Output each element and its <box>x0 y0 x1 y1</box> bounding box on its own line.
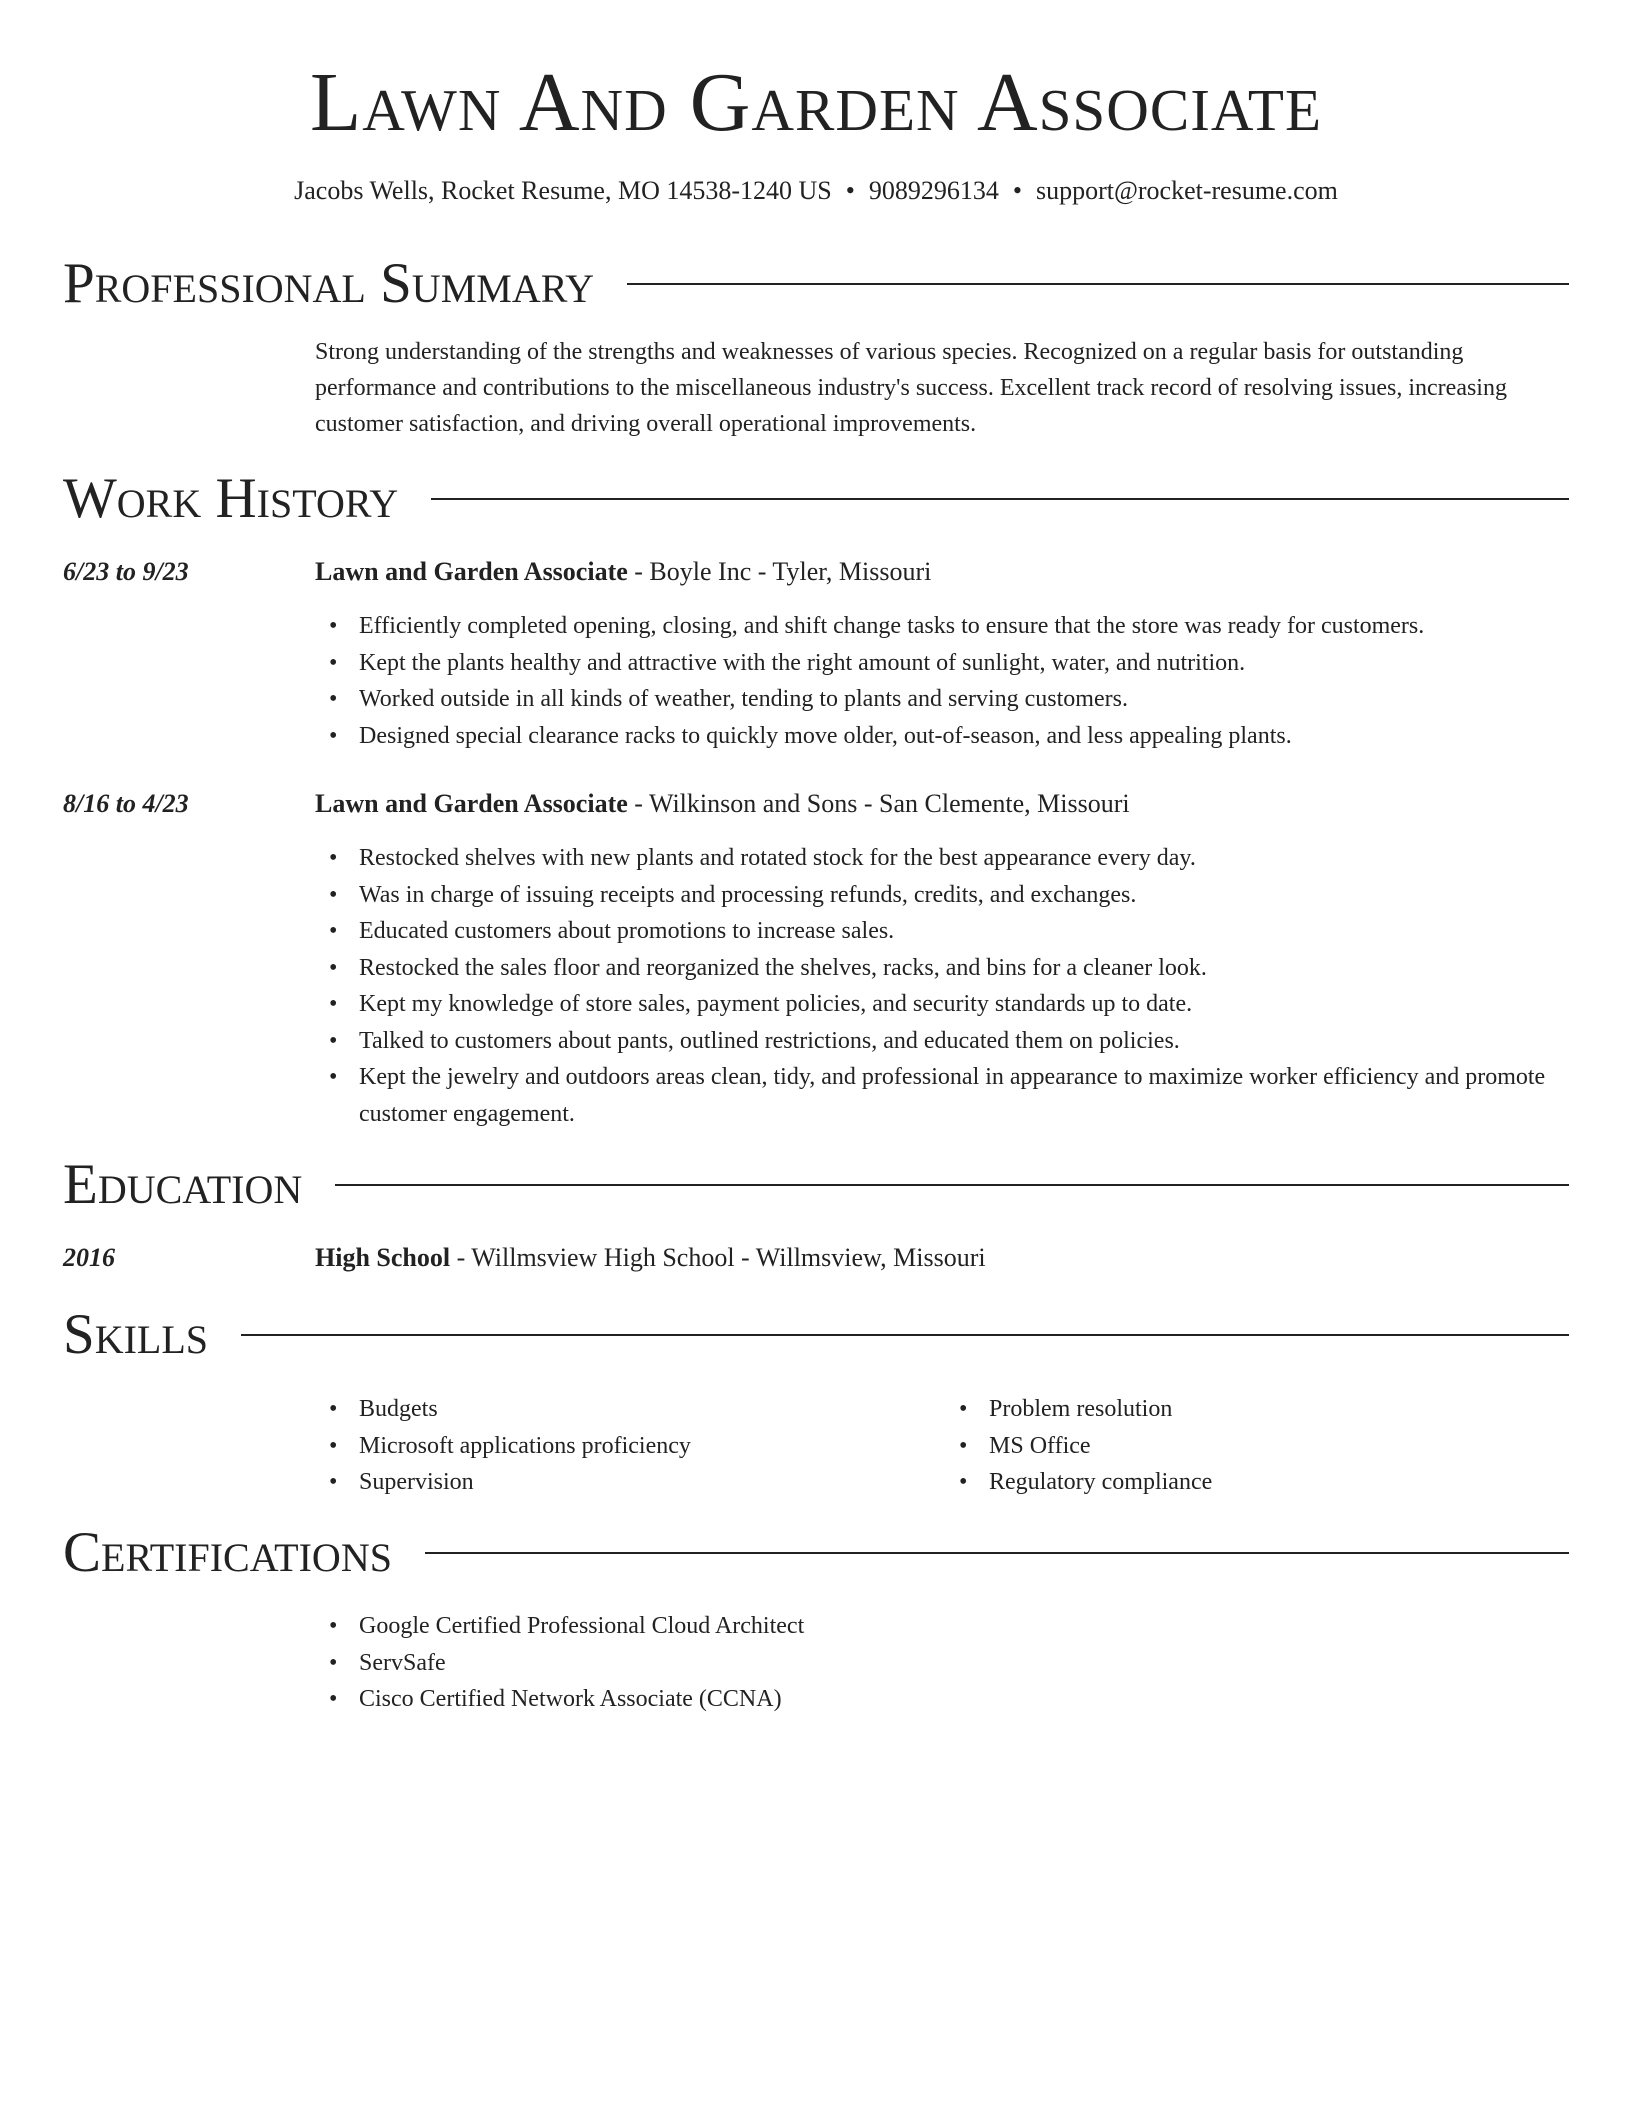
job-employer: - Wilkinson and Sons - San Clemente, Missouri <box>627 789 1130 818</box>
contact-separator: • <box>1012 176 1022 205</box>
certification-item: • Google Certified Professional Cloud Architect <box>359 1608 1619 1645</box>
education-line <box>315 1241 1575 1275</box>
section-heading-skills <box>63 1305 1569 1365</box>
list-item: • Efficiently completed opening, closing, and shift change tasks to ensure that the store was ready for customers. <box>359 608 1619 645</box>
skill-item: • Regulatory compliance <box>989 1464 1575 1501</box>
section-title-work-history: Work History <box>63 467 399 530</box>
job-bullets <box>315 608 1619 754</box>
section-divider <box>241 1334 1569 1336</box>
section-divider <box>431 498 1569 500</box>
education-degree: High School <box>315 1243 451 1272</box>
job-dates: 8/16 to 4/23 <box>63 789 189 818</box>
job-title: Lawn and Garden Associate <box>315 557 628 586</box>
skills-column-right <box>945 1391 1575 1501</box>
list-item: • Worked outside in all kinds of weather, tending to plants and serving customers. <box>359 681 1619 718</box>
section-title-skills: Skills <box>63 1303 209 1366</box>
section-divider <box>335 1184 1569 1186</box>
job-dates: 6/23 to 9/23 <box>63 557 189 586</box>
contact-phone: 9089296134 <box>868 176 999 205</box>
contact-line <box>0 174 1632 208</box>
list-item: • Kept my knowledge of store sales, payment policies, and security standards up to date. <box>359 986 1619 1023</box>
list-item: • Designed special clearance racks to quickly move older, out-of-season, and less appealing plants. <box>359 718 1619 755</box>
summary-text: Strong understanding of the strengths and weaknesses of various species. Recognized on a regular basis for outstanding performance and contributions to the miscellaneous industry's success. Excellent track record of resolving issues, increasing customer satisfaction, and driving overall operational improvements. <box>315 339 1507 437</box>
skill-item: • MS Office <box>989 1428 1575 1465</box>
resume-title: Lawn And Garden Associate <box>309 56 1323 149</box>
certification-item: • ServSafe <box>359 1645 1619 1682</box>
section-heading-work-history <box>63 469 1569 529</box>
job-title: Lawn and Garden Associate <box>315 789 628 818</box>
list-item: • Educated customers about promotions to increase sales. <box>359 913 1619 950</box>
job-heading <box>315 555 1575 589</box>
education-year: 2016 <box>63 1243 115 1272</box>
section-heading-summary <box>63 254 1569 314</box>
list-item: • Was in charge of issuing receipts and processing refunds, credits, and exchanges. <box>359 877 1619 914</box>
contact-email: support@rocket-resume.com <box>1035 176 1338 205</box>
list-item: • Kept the plants healthy and attractive with the right amount of sunlight, water, and nutrition. <box>359 645 1619 682</box>
section-heading-certifications <box>63 1523 1569 1583</box>
section-title-certifications: Certifications <box>63 1521 392 1584</box>
certifications-list <box>315 1608 1619 1718</box>
list-item: • Restocked shelves with new plants and rotated stock for the best appearance every day. <box>359 840 1619 877</box>
skills-column-left <box>315 1391 945 1501</box>
section-divider <box>425 1552 1569 1554</box>
section-title-education: Education <box>63 1153 303 1216</box>
job-employer: - Boyle Inc - Tyler, Missouri <box>627 557 932 586</box>
contact-address: Jacobs Wells, Rocket Resume, MO 14538-1240 US <box>294 176 832 205</box>
section-heading-education <box>63 1155 1569 1215</box>
skills-grid <box>315 1391 1575 1501</box>
section-title-summary: Professional Summary <box>63 252 595 315</box>
list-item: • Kept the jewelry and outdoors areas clean, tidy, and professional in appearance to maximize worker efficiency and promote customer engagement. <box>359 1059 1619 1132</box>
job-heading <box>315 787 1575 821</box>
certification-item: • Cisco Certified Network Associate (CCNA) <box>359 1681 1619 1718</box>
contact-separator: • <box>845 176 855 205</box>
list-item: • Talked to customers about pants, outlined restrictions, and educated them on policies. <box>359 1023 1619 1060</box>
skill-item: • Supervision <box>359 1464 945 1501</box>
education-school: - Willmsview High School - Willmsview, Missouri <box>450 1243 986 1272</box>
skill-item: • Problem resolution <box>989 1391 1575 1428</box>
section-divider <box>627 283 1569 285</box>
job-bullets <box>315 840 1619 1132</box>
skill-item: • Budgets <box>359 1391 945 1428</box>
skill-item: • Microsoft applications proficiency <box>359 1428 945 1465</box>
list-item: • Restocked the sales floor and reorganized the shelves, racks, and bins for a cleaner look. <box>359 950 1619 987</box>
